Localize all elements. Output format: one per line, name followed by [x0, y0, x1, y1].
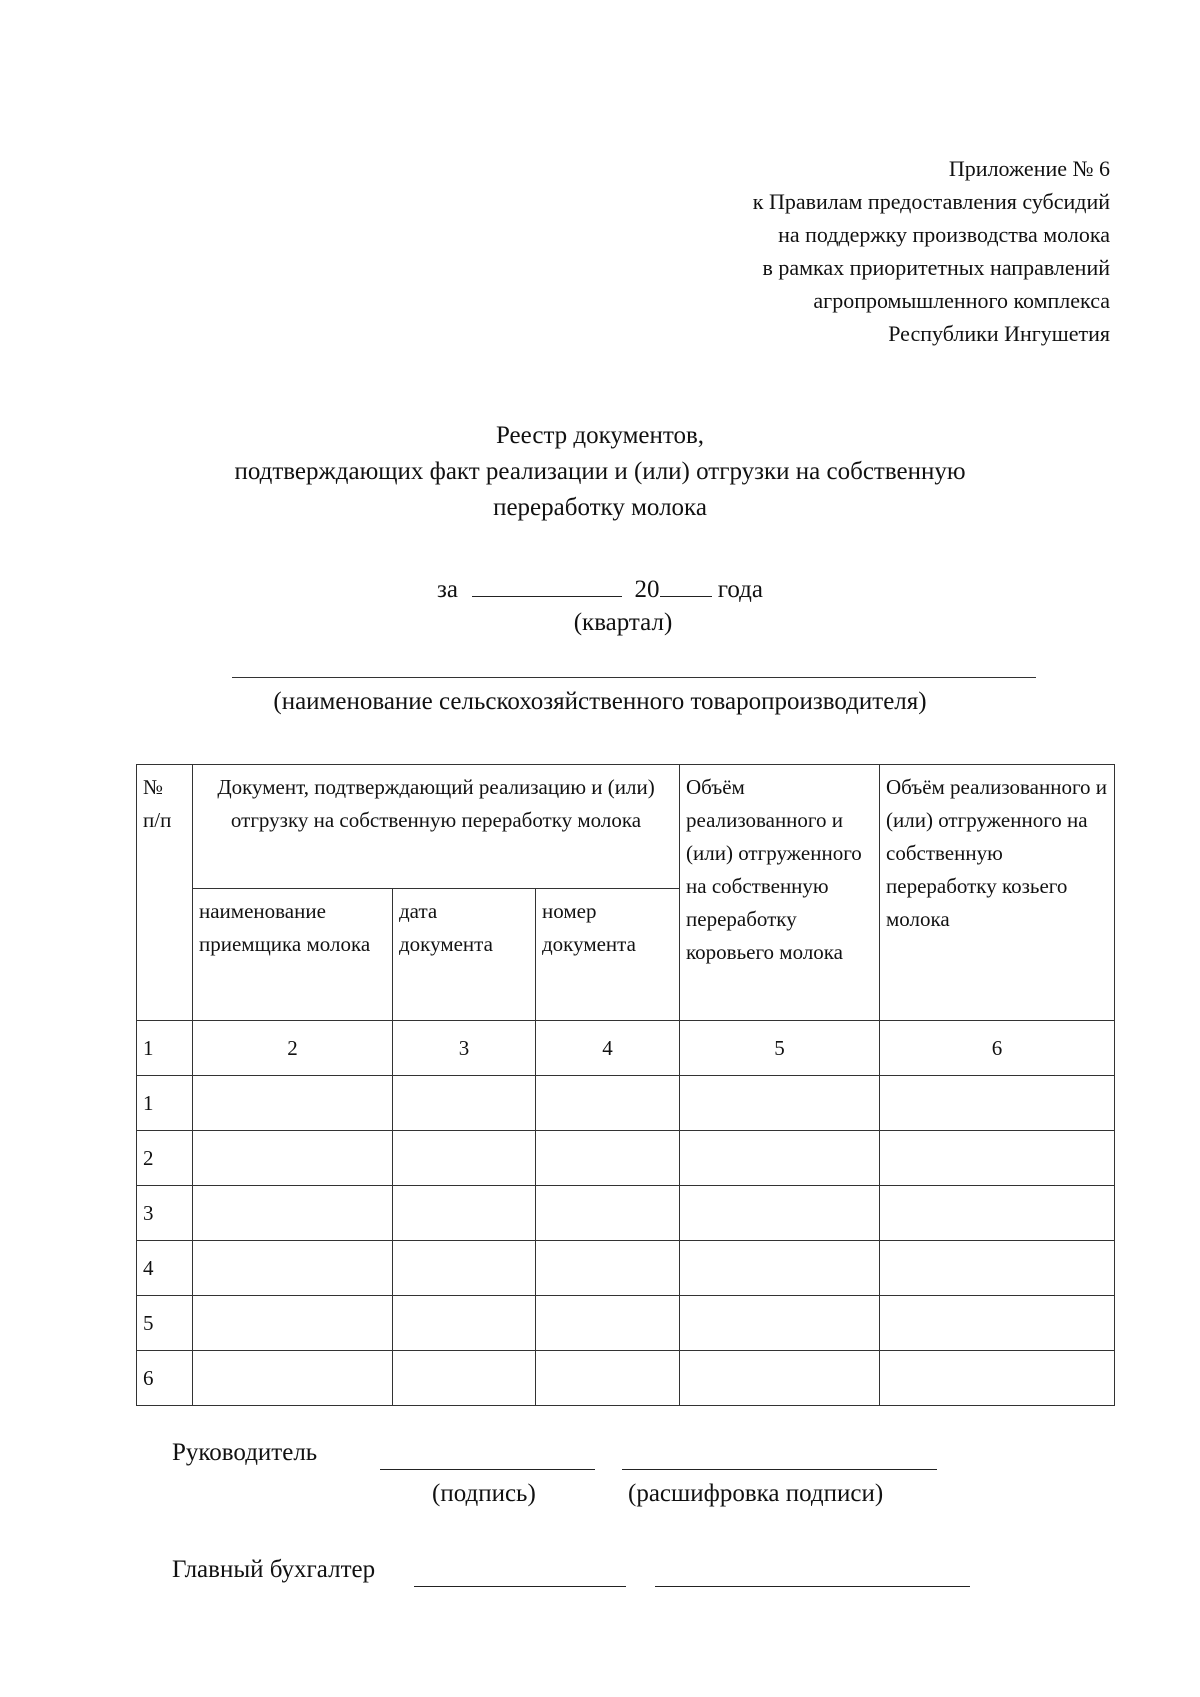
receiver-cell[interactable]: [193, 1131, 393, 1186]
signature-hint: (подпись): [432, 1480, 536, 1507]
column-number: 4: [536, 1021, 680, 1076]
number-cell[interactable]: [536, 1076, 680, 1131]
head-label: Руководитель: [172, 1439, 318, 1466]
row-number: 4: [137, 1241, 193, 1296]
organization-name-field[interactable]: [232, 677, 1036, 678]
appendix-line: Приложение № 6: [948, 156, 1110, 181]
number-cell[interactable]: [536, 1351, 680, 1406]
table-row: [137, 1241, 1115, 1296]
table-row: [137, 1296, 1115, 1351]
column-number: 6: [880, 1021, 1115, 1076]
goat-volume-cell[interactable]: [880, 1351, 1115, 1406]
appendix-line: на поддержку производства молока: [778, 222, 1110, 247]
period-suffix: года: [717, 576, 763, 603]
appendix-line: в рамках приоритетных направлений: [762, 255, 1110, 280]
period-line: [0, 570, 1200, 606]
receiver-cell[interactable]: [193, 1186, 393, 1241]
row-number: 5: [137, 1296, 193, 1351]
header-receiver: наименование приемщика молока: [193, 889, 393, 1021]
row-number: 3: [137, 1186, 193, 1241]
registry-table: [136, 764, 1115, 1406]
table-row: [137, 1076, 1115, 1131]
receiver-cell[interactable]: [193, 1241, 393, 1296]
number-cell[interactable]: [536, 1241, 680, 1296]
header-volume-goat: Объём реализованного и (или) отгруженного на собственную переработку козьего молока: [880, 765, 1115, 1021]
row-number: 1: [137, 1076, 193, 1131]
year-prefix: 20: [634, 576, 660, 603]
appendix-line: Республики Ингушетия: [888, 321, 1110, 346]
period-prefix: за: [437, 576, 458, 603]
number-cell[interactable]: [536, 1131, 680, 1186]
cow-volume-cell[interactable]: [680, 1351, 880, 1406]
cow-volume-cell[interactable]: [680, 1296, 880, 1351]
column-number: 2: [193, 1021, 393, 1076]
title-line: Реестр документов,: [495, 422, 705, 449]
number-cell[interactable]: [536, 1186, 680, 1241]
column-number: 3: [393, 1021, 536, 1076]
appendix-line: к Правилам предоставления субсидий: [752, 189, 1110, 214]
year-blank[interactable]: [660, 570, 712, 597]
header-doc-date: дата документа: [393, 889, 536, 1021]
receiver-cell[interactable]: [193, 1296, 393, 1351]
document-title: [0, 418, 1200, 526]
head-decode-field[interactable]: [622, 1469, 937, 1470]
date-cell[interactable]: [393, 1241, 536, 1296]
date-cell[interactable]: [393, 1186, 536, 1241]
goat-volume-cell[interactable]: [880, 1241, 1115, 1296]
table-row: [137, 1131, 1115, 1186]
receiver-cell[interactable]: [193, 1351, 393, 1406]
accountant-label: Главный бухгалтер: [172, 1556, 376, 1583]
cow-volume-cell[interactable]: [680, 1186, 880, 1241]
accountant-decode-field[interactable]: [655, 1586, 970, 1587]
goat-volume-cell[interactable]: [880, 1296, 1115, 1351]
header-volume-cow: Объём реализованного и (или) отгруженного на собственную переработку коровьего молока: [680, 765, 880, 1021]
cow-volume-cell[interactable]: [680, 1076, 880, 1131]
title-line: переработку молока: [493, 494, 707, 521]
table-row: [137, 1351, 1115, 1406]
organization-hint: (наименование сельскохозяйственного товаропроизводителя): [273, 688, 927, 715]
goat-volume-cell[interactable]: [880, 1186, 1115, 1241]
cow-volume-cell[interactable]: [680, 1241, 880, 1296]
row-number: 2: [137, 1131, 193, 1186]
receiver-cell[interactable]: [193, 1076, 393, 1131]
title-line: подтверждающих факт реализации и (или) отгрузки на собственную: [234, 458, 966, 485]
appendix-block: [550, 152, 1110, 350]
appendix-line: агропромышленного комплекса: [813, 288, 1110, 313]
table-row: [137, 1186, 1115, 1241]
quarter-hint: (квартал): [573, 609, 673, 636]
head-signature-field[interactable]: [380, 1469, 595, 1470]
goat-volume-cell[interactable]: [880, 1131, 1115, 1186]
date-cell[interactable]: [393, 1351, 536, 1406]
header-doc-number: номер документа: [536, 889, 680, 1021]
goat-volume-cell[interactable]: [880, 1076, 1115, 1131]
header-document: Документ, подтверждающий реализацию и (или) отгрузку на собственную переработку молока: [193, 765, 680, 889]
date-cell[interactable]: [393, 1296, 536, 1351]
number-cell[interactable]: [536, 1296, 680, 1351]
cow-volume-cell[interactable]: [680, 1131, 880, 1186]
decode-hint: (расшифровка подписи): [628, 1480, 884, 1507]
date-cell[interactable]: [393, 1076, 536, 1131]
accountant-signature-field[interactable]: [414, 1586, 626, 1587]
header-num: № п/п: [137, 765, 193, 1021]
row-number: 6: [137, 1351, 193, 1406]
quarter-blank[interactable]: [472, 570, 622, 597]
column-number: 1: [137, 1021, 193, 1076]
date-cell[interactable]: [393, 1131, 536, 1186]
column-number: 5: [680, 1021, 880, 1076]
